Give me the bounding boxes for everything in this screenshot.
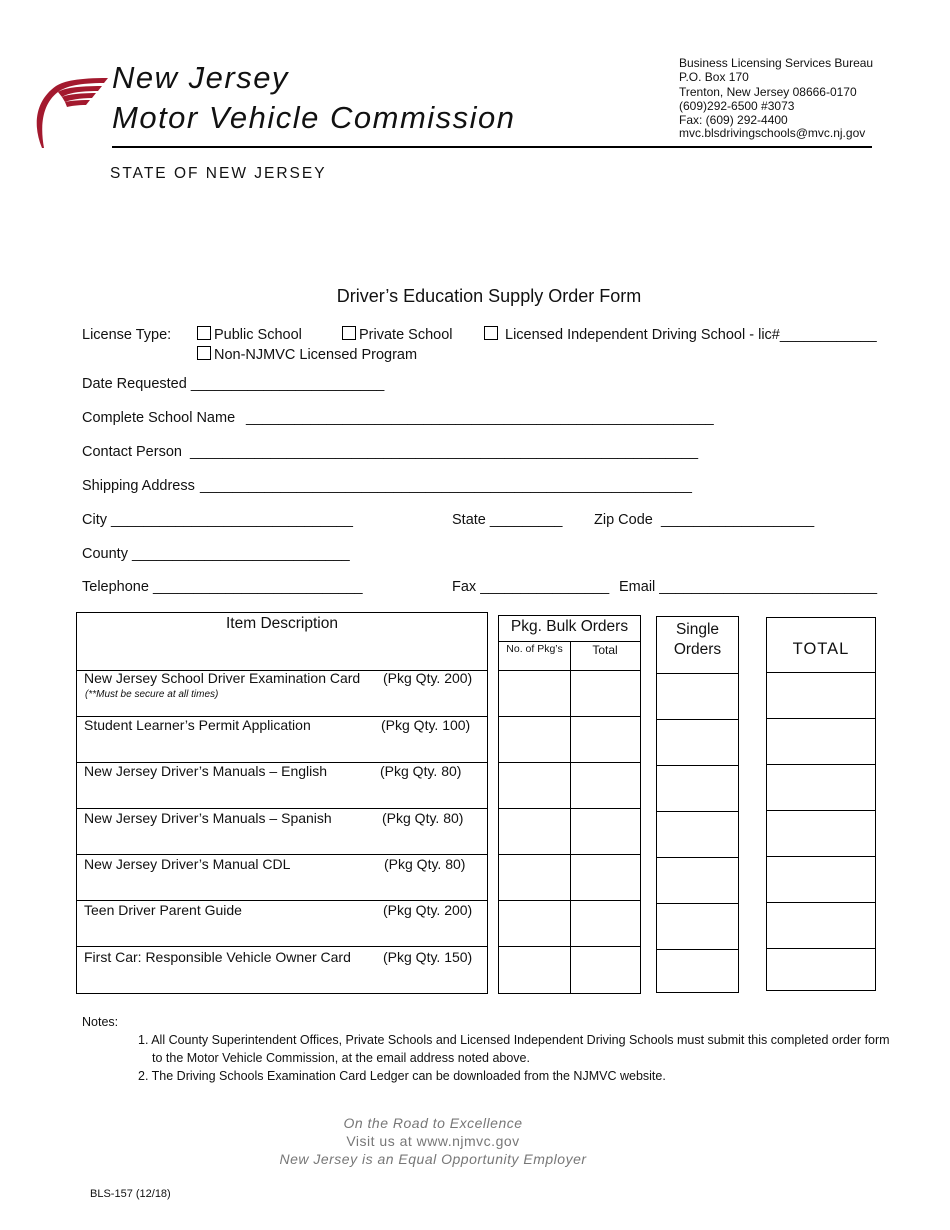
form-number: BLS-157 (12/18) — [90, 1188, 171, 1200]
address-line: P.O. Box 170 — [679, 70, 749, 84]
item-qty: (Pkg Qty. 150) — [383, 949, 473, 965]
telephone-field[interactable]: Telephone __________________________ — [82, 579, 363, 595]
bulk-orders-header: Pkg. Bulk Orders — [510, 618, 629, 635]
footer-website: Visit us at www.njmvc.gov — [346, 1133, 520, 1149]
single-orders-header: Single Orders — [673, 621, 722, 658]
form-title: Driver’s Education Supply Order Form — [336, 286, 642, 306]
license-option-private[interactable]: Private School — [342, 326, 453, 344]
header-divider — [112, 146, 872, 148]
note-item: to the Motor Vehicle Commission, at the email address noted above. — [152, 1051, 530, 1065]
item-name: Student Learner’s Permit Application — [84, 717, 311, 733]
license-type-label: License Type: — [82, 327, 172, 343]
single-orders-table — [656, 616, 739, 993]
item-name: New Jersey Driver’s Manuals – English — [84, 763, 328, 779]
checkbox-independent-school[interactable] — [484, 326, 498, 340]
license-option-non-njmvc[interactable]: Non-NJMVC Licensed Program — [197, 346, 417, 364]
item-name: First Car: Responsible Vehicle Owner Card — [84, 949, 351, 965]
item-note: (**Must be secure at all times) — [85, 689, 219, 700]
shipping-address-field[interactable]: _____________________________________________________________ — [200, 478, 692, 494]
checkbox-private-school[interactable] — [342, 326, 356, 340]
checkbox-public-school[interactable] — [197, 326, 211, 340]
footer-eoe: New Jersey is an Equal Opportunity Employer — [279, 1151, 587, 1167]
county-field[interactable]: County ___________________________ — [82, 546, 350, 562]
city-field[interactable]: City ______________________________ — [82, 512, 353, 528]
state-label: STATE OF NEW JERSEY — [110, 165, 327, 182]
item-qty: (Pkg Qty. 100) — [381, 717, 471, 733]
item-qty: (Pkg Qty. 80) — [380, 763, 462, 779]
item-qty: (Pkg Qty. 200) — [383, 670, 473, 686]
zip-label: Zip Code — [594, 512, 653, 528]
bulk-orders-table — [498, 615, 641, 994]
item-qty: (Pkg Qty. 80) — [384, 856, 466, 872]
item-name: New Jersey Driver’s Manual CDL — [84, 856, 291, 872]
date-requested-field[interactable]: Date Requested ________________________ — [82, 376, 385, 392]
phone-line: (609)292-6500 #3073 — [679, 99, 795, 113]
shipping-address-label: Shipping Address — [82, 478, 195, 494]
footer-slogan: On the Road to Excellence — [343, 1115, 523, 1131]
note-item: 1. All County Superintendent Offices, Private Schools and Licensed Independent Driving Schools must submit this completed order form — [138, 1033, 890, 1047]
item-description-header: Item Description — [226, 615, 338, 632]
item-name: Teen Driver Parent Guide — [84, 902, 242, 918]
contact-person-field[interactable]: _______________________________________________________________ — [190, 444, 699, 460]
item-name: New Jersey School Driver Examination Card — [84, 670, 361, 686]
item-qty: (Pkg Qty. 200) — [383, 902, 473, 918]
total-header: TOTAL — [792, 640, 850, 658]
item-name: New Jersey Driver’s Manuals – Spanish — [84, 810, 332, 826]
email-line: mvc.blsdrivingschools@mvc.nj.gov — [679, 126, 866, 140]
contact-person-label: Contact Person — [82, 444, 182, 460]
address-line: Business Licensing Services Bureau — [679, 56, 874, 70]
zip-field[interactable]: ___________________ — [661, 512, 815, 528]
school-name-label: Complete School Name — [82, 410, 236, 426]
njmvc-logo — [34, 74, 114, 152]
item-qty: (Pkg Qty. 80) — [382, 810, 464, 826]
address-line: Trenton, New Jersey 08666-0170 — [679, 85, 857, 99]
notes-label: Notes: — [82, 1015, 119, 1029]
email-field[interactable]: Email ___________________________ — [619, 579, 878, 595]
fax-line: Fax: (609) 292-4400 — [679, 113, 788, 127]
fax-field[interactable]: Fax ________________ — [452, 579, 610, 595]
item-description-table — [76, 612, 488, 994]
bulk-pkgs-header: No. of Pkg’s — [506, 643, 563, 655]
agency-name-line2: Motor Vehicle Commission — [112, 100, 516, 135]
bulk-total-header: Total — [592, 643, 618, 657]
license-option-public[interactable]: Public School — [197, 326, 302, 344]
school-name-field[interactable]: __________________________________________________________ — [246, 410, 714, 426]
state-field[interactable]: State _________ — [452, 512, 563, 528]
note-item: 2. The Driving Schools Examination Card Ledger can be downloaded from the NJMVC website. — [138, 1069, 666, 1083]
checkbox-non-njmvc[interactable] — [197, 346, 211, 360]
license-option-independent[interactable]: Licensed Independent Driving School - lic#____________ — [484, 326, 877, 344]
agency-name-line1: New Jersey — [112, 60, 289, 95]
total-table — [766, 617, 876, 991]
